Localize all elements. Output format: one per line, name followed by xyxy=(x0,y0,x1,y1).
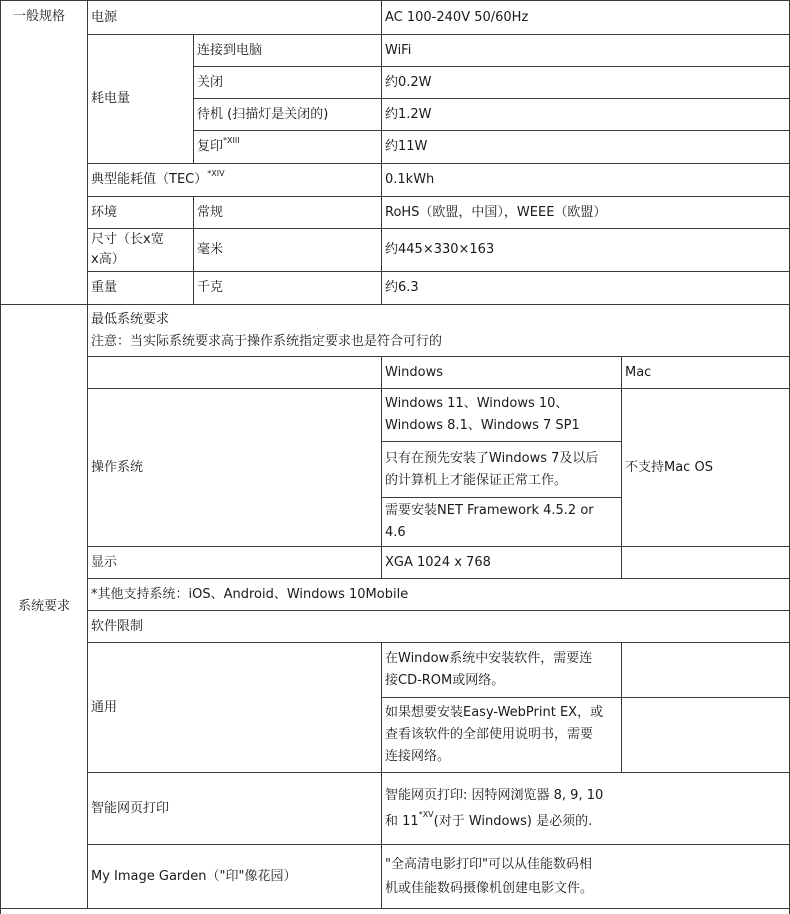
environment-value-text: RoHS（欧盟，中国），WEEE（欧盟） xyxy=(385,204,607,220)
column-header-mac-text: Mac xyxy=(625,364,652,380)
dimensions-sub-text: 毫米 xyxy=(197,242,224,257)
software-general-install-line2: 接CD-ROM或网络。 xyxy=(385,673,505,688)
os-preinstall-line1: 只有在预先安装了Windows 7及以后 xyxy=(385,450,599,466)
min-requirements-title: 最低系统要求 xyxy=(91,311,170,327)
display-value xyxy=(382,547,621,578)
software-general-install-line1: 在Window系统中安装软件，需要连 xyxy=(385,651,593,666)
section-system-requirements xyxy=(1,305,87,908)
weight-sub xyxy=(194,272,381,304)
other-supported-systems-text: *其他支持系统：iOS、Android、Windows 10Mobile xyxy=(91,586,409,602)
smart-web-print-value xyxy=(382,773,789,844)
min-requirements-note: 注意：当实际系统要求高于操作系统指定要求也是符合可行的 xyxy=(91,333,443,349)
os-net-framework-line1: 需要安装NET Framework 4.5.2 or xyxy=(385,503,594,518)
dimensions-label-line1: 尺寸（长x宽 xyxy=(91,232,164,247)
consumption-sub-copy xyxy=(194,131,381,163)
my-image-garden-line1: "全高清电影打印"可以从佳能数码相 xyxy=(385,856,592,872)
consumption-value-off xyxy=(382,67,789,98)
environment-label xyxy=(88,197,193,228)
my-image-garden-value xyxy=(382,845,789,908)
tec-value xyxy=(382,164,789,196)
power-consumption-label-text: 耗电量 xyxy=(91,91,131,106)
column-header-windows xyxy=(382,357,621,388)
my-image-garden-line2: 机或佳能数码摄像机创建电影文件。 xyxy=(385,880,594,896)
smart-web-print-line2-pre: 和 11 xyxy=(385,813,419,829)
consumption-value-standby xyxy=(382,99,789,130)
weight-value-text: 约6.3 xyxy=(385,280,419,295)
power-source-label xyxy=(88,1,381,34)
consumption-sub-connected xyxy=(194,35,381,66)
section-general-label: 一般规格 xyxy=(13,9,66,24)
weight-label-text: 重量 xyxy=(91,280,118,295)
consumption-sub-standby-text: 待机 (扫描灯是关闭的) xyxy=(197,106,329,122)
consumption-sub-copy-text: 复印 xyxy=(197,139,224,154)
os-label xyxy=(88,389,381,546)
software-general-install xyxy=(382,643,621,697)
display-label-text: 显示 xyxy=(91,554,118,570)
power-source-label-text: 电源 xyxy=(91,9,118,25)
display-value-text: XGA 1024 x 768 xyxy=(385,554,491,570)
consumption-value-connected xyxy=(382,35,789,66)
consumption-value-copy-text: 约11W xyxy=(385,139,428,154)
os-mac-value-text: 不支持Mac OS xyxy=(625,459,713,475)
my-image-garden-label xyxy=(88,845,381,908)
environment-sub xyxy=(194,197,381,228)
software-general-label-text: 通用 xyxy=(91,699,118,715)
dimensions-value-text: 约445×330×163 xyxy=(385,242,495,257)
software-general-easywebprint xyxy=(382,698,621,772)
min-requirements-header xyxy=(88,305,789,356)
section-general-specs xyxy=(10,0,87,304)
os-windows-versions-line1: Windows 11、Windows 10、 xyxy=(385,396,569,411)
os-label-text: 操作系统 xyxy=(91,459,144,475)
consumption-sub-off-text: 关闭 xyxy=(197,74,224,90)
weight-value xyxy=(382,272,789,304)
smart-web-print-line1: 智能网页打印: 因特网浏览器 8, 9, 10 xyxy=(385,787,604,803)
consumption-sub-off xyxy=(194,67,381,98)
smart-web-print-line2-post: (对于 Windows) 是必须的. xyxy=(433,813,593,829)
software-limits-title: 软件限制 xyxy=(91,618,144,634)
os-preinstall-note xyxy=(382,442,621,497)
os-net-framework-line2: 4.6 xyxy=(385,525,406,540)
footnote-xiii: *XIII xyxy=(223,135,240,145)
display-label xyxy=(88,547,381,578)
software-general-easywebprint-line3: 连接网络。 xyxy=(385,749,451,764)
column-header-windows-text: Windows xyxy=(385,364,444,380)
os-net-framework xyxy=(382,498,621,546)
software-limits-header xyxy=(88,611,789,642)
smart-web-print-label-text: 智能网页打印 xyxy=(91,800,170,816)
software-general-label xyxy=(88,643,381,772)
tec-value-text: 0.1kWh xyxy=(385,172,435,187)
os-windows-versions-line2: Windows 8.1、Windows 7 SP1 xyxy=(385,418,580,433)
software-general-easywebprint-line2: 查看该软件的全部使用说明书，需要 xyxy=(385,727,594,742)
power-consumption-label xyxy=(88,35,193,163)
footnote-xiv: *XIV xyxy=(207,168,225,178)
dimensions-label-line2: x高） xyxy=(91,252,125,267)
weight-label xyxy=(88,272,193,304)
section-system-label: 系统要求 xyxy=(17,598,70,614)
tec-label xyxy=(88,164,381,196)
software-general-easywebprint-line1: 如果想要安装Easy-WebPrint EX，或 xyxy=(385,705,604,720)
dimensions-label xyxy=(88,229,193,271)
consumption-value-connected-text: WiFi xyxy=(385,42,412,58)
smart-web-print-label xyxy=(88,773,381,844)
other-supported-systems xyxy=(88,579,789,610)
tec-label-text: 典型能耗值（TEC） xyxy=(91,172,208,187)
power-source-value-text: AC 100-240V 50/60Hz xyxy=(385,9,529,25)
os-preinstall-line2: 的计算机上才能保证正常工作。 xyxy=(385,472,568,488)
environment-sub-text: 常规 xyxy=(197,204,224,220)
environment-label-text: 环境 xyxy=(91,204,118,220)
dimensions-value xyxy=(382,229,789,271)
consumption-sub-standby xyxy=(194,99,381,130)
column-header-mac xyxy=(622,357,789,388)
consumption-value-off-text: 约0.2W xyxy=(385,74,432,90)
os-mac-value xyxy=(622,389,789,546)
my-image-garden-label-text: My Image Garden（"印"像花园） xyxy=(91,868,297,884)
os-windows-versions xyxy=(382,389,621,441)
consumption-sub-connected-text: 连接到电脑 xyxy=(197,42,263,58)
consumption-value-standby-text: 约1.2W xyxy=(385,106,432,122)
environment-value xyxy=(382,197,789,228)
footnote-xv: *XV xyxy=(418,810,434,820)
dimensions-sub xyxy=(194,229,381,271)
weight-sub-text: 千克 xyxy=(197,280,224,295)
consumption-value-copy xyxy=(382,131,789,163)
power-source-value xyxy=(382,1,789,34)
